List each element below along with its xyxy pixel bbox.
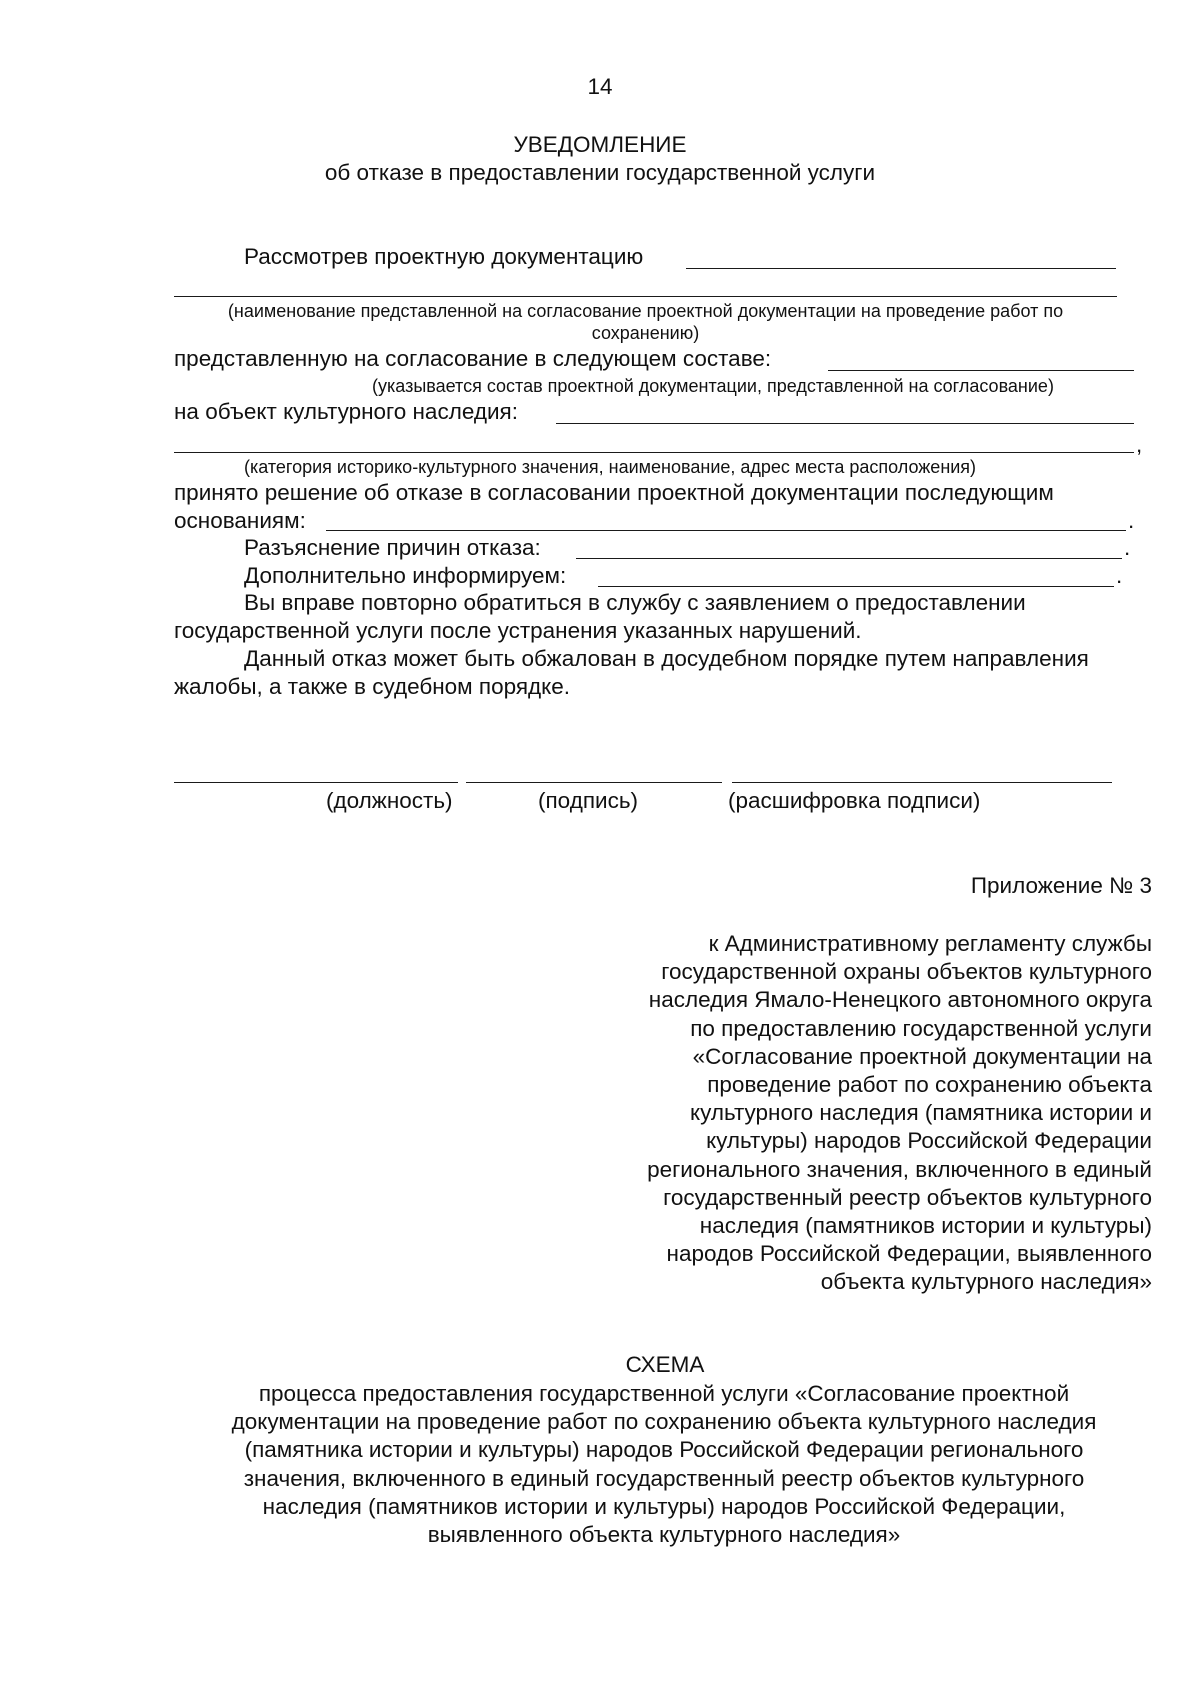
appendix-line: регионального значения, включенного в единый — [647, 1156, 1152, 1182]
signature-blank-line — [466, 782, 722, 783]
caption-doc-name-1: (наименование представленной на согласование проектной документации на проведение работ по — [227, 301, 1064, 321]
scheme-line: наследия (памятников истории и культуры) народов Российской Федерации, — [262, 1493, 1066, 1519]
sig-signature-caption: (подпись) — [538, 788, 639, 813]
sig-position-caption: (должность) — [326, 788, 453, 813]
appendix-label: Приложение № 3 — [970, 873, 1152, 898]
reviewed-blank-line — [686, 268, 1116, 269]
decision-line-1: принято решение об отказе в согласовании проектной документации последующим — [174, 480, 1054, 505]
additional-blank-line — [598, 586, 1114, 587]
composition-blank-line — [828, 370, 1134, 371]
position-blank-line — [174, 782, 458, 783]
appendix-line: «Согласование проектной документации на — [692, 1043, 1152, 1069]
reviewed-label: Рассмотрев проектную документацию — [244, 244, 644, 269]
grounds-blank-line — [326, 530, 1126, 531]
reasons-period: . — [1124, 535, 1131, 560]
reasons-label: Разъяснение причин отказа: — [244, 535, 541, 560]
caption-doc-name-2: сохранению) — [591, 323, 700, 343]
appendix-line: к Административному регламенту службы — [708, 931, 1152, 956]
page-number: 14 — [587, 74, 613, 99]
appendix-line: по предоставлению государственной услуги — [690, 1015, 1152, 1041]
decoding-blank-line — [732, 782, 1112, 783]
grounds-label: основаниям: — [174, 508, 306, 533]
appendix-line: государственный реестр объектов культурного — [663, 1184, 1152, 1210]
object-detail-blank-line — [174, 452, 1134, 453]
object-comma: , — [1136, 432, 1143, 457]
appendix-line: проведение работ по сохранению объекта — [707, 1072, 1152, 1097]
scheme-line: выявленного объекта культурного наследия» — [427, 1522, 901, 1547]
scheme-title: СХЕМА — [625, 1352, 705, 1377]
grounds-period: . — [1128, 508, 1135, 533]
additional-period: . — [1116, 563, 1123, 588]
appendix-line: государственной охраны объектов культурного — [661, 959, 1152, 985]
appendix-line: наследия Ямало-Ненецкого автономного округа — [648, 987, 1152, 1013]
appendix-line: культуры) народов Российской Федерации — [706, 1128, 1152, 1154]
scheme-line: процесса предоставления государственной услуги «Согласование проектной — [258, 1381, 1070, 1406]
scheme-line: (памятника истории и культуры) народов Российской Федерации регионального — [244, 1437, 1084, 1463]
object-blank-line — [556, 423, 1134, 424]
scheme-line: документации на проведение работ по сохранению объекта культурного наследия — [231, 1409, 1097, 1435]
doc-name-blank-line — [174, 296, 1117, 297]
appeal-line-2: жалобы, а также в судебном порядке. — [174, 674, 571, 699]
caption-composition: (указывается состав проектной документации, представленной на согласование) — [372, 376, 1054, 396]
appendix-line: культурного наследия (памятника истории и — [690, 1100, 1152, 1126]
appendix-line: народов Российской Федерации, выявленного — [666, 1241, 1152, 1267]
appendix-line: объекта культурного наследия» — [820, 1269, 1152, 1295]
notice-subtitle: об отказе в предоставлении государственной услуги — [324, 160, 876, 185]
appendix-line: наследия (памятников истории и культуры) — [699, 1213, 1152, 1238]
additional-label: Дополнительно информируем: — [244, 563, 567, 588]
scheme-line: значения, включенного в единый государственный реестр объектов культурного — [243, 1465, 1085, 1491]
object-label: на объект культурного наследия: — [174, 399, 518, 424]
composition-label: представленную на согласование в следующем составе: — [174, 346, 772, 371]
reasons-blank-line — [576, 558, 1122, 559]
sig-decoding-caption: (расшифровка подписи) — [728, 788, 981, 813]
reapply-line-2: государственной услуги после устранения указанных нарушений. — [174, 618, 862, 643]
reapply-line-1: Вы вправе повторно обратиться в службу с заявлением о предоставлении — [244, 590, 1026, 615]
appeal-line-1: Данный отказ может быть обжалован в досудебном порядке путем направления — [244, 646, 1089, 671]
notice-title: УВЕДОМЛЕНИЕ — [513, 132, 687, 157]
caption-object: (категория историко-культурного значения, наименование, адрес места расположения) — [244, 457, 977, 477]
